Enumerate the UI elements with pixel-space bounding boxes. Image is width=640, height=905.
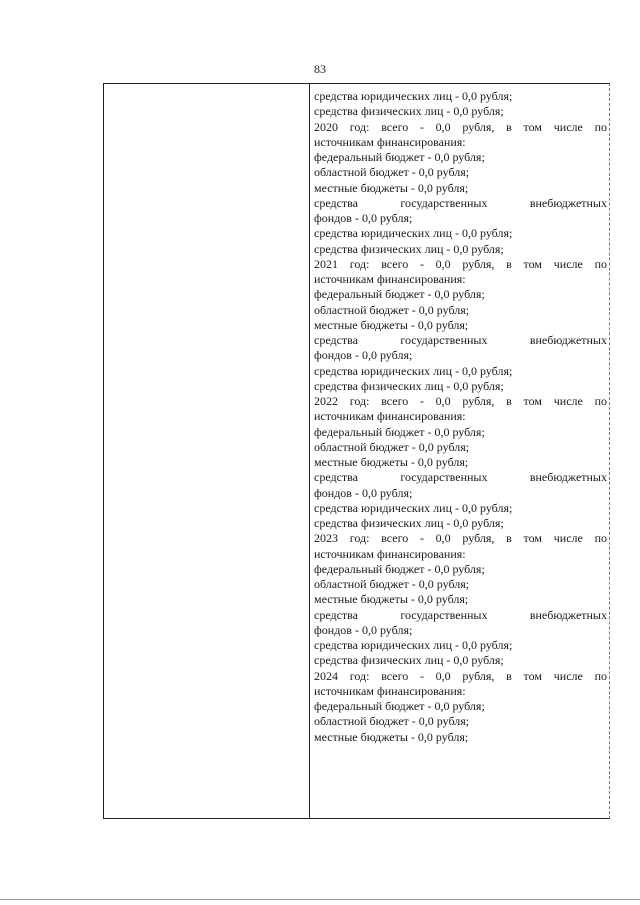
text-line: местные бюджеты - 0,0 рубля; xyxy=(314,729,469,744)
text-line: местные бюджеты - 0,0 рубля; xyxy=(314,180,469,195)
text-line: средства юридических лиц - 0,0 рубля; xyxy=(314,363,513,378)
text-line: средства физических лиц - 0,0 рубля; xyxy=(314,241,504,256)
text-line: областной бюджет - 0,0 рубля; xyxy=(314,577,470,591)
text-line: федеральный бюджет - 0,0 рубля; xyxy=(314,424,485,439)
footer-rule xyxy=(0,899,640,900)
text-line: средства государственных внебюджетных xyxy=(314,333,607,347)
text-line: 2022 год: всего - 0,0 рубля, в том числе по xyxy=(314,394,607,408)
text-line: источникам финансирования: xyxy=(314,134,466,149)
text-line: фондов - 0,0 рубля; xyxy=(314,348,413,363)
text-line: средства физических лиц - 0,0 рубля; xyxy=(314,104,504,119)
text-line: средства юридических лиц - 0,0 рубля; xyxy=(314,500,513,515)
text-line: областной бюджет - 0,0 рубля; xyxy=(314,714,470,729)
text-line: средства физических лиц - 0,0 рубля; xyxy=(314,516,504,530)
text-line: местные бюджеты - 0,0 рубля; xyxy=(314,592,469,607)
text-line: средства государственных внебюджетных xyxy=(314,470,607,485)
text-line: средства физических лиц - 0,0 рубля; xyxy=(314,378,504,393)
text-line: местные бюджеты - 0,0 рубля; xyxy=(314,317,469,332)
table-right-cell xyxy=(314,89,607,745)
text-line: областной бюджет - 0,0 рубля; xyxy=(314,439,470,454)
text-line: местные бюджеты - 0,0 рубля; xyxy=(314,455,469,469)
text-line: источникам финансирования: xyxy=(314,409,466,424)
text-line: средства физических лиц - 0,0 рубля; xyxy=(314,653,504,668)
table-left-cell xyxy=(104,84,310,818)
text-line: федеральный бюджет - 0,0 рубля; xyxy=(314,287,485,302)
text-line: источникам финансирования: xyxy=(314,546,466,561)
text-line: 2021 год: всего - 0,0 рубля, в том числе по xyxy=(314,256,607,271)
text-line: федеральный бюджет - 0,0 рубля; xyxy=(314,561,485,576)
text-line: фондов - 0,0 рубля; xyxy=(314,211,413,225)
text-line: фондов - 0,0 рубля; xyxy=(314,622,413,637)
page-number: 83 xyxy=(314,62,326,76)
text-line: федеральный бюджет - 0,0 рубля; xyxy=(314,699,485,713)
text-line: 2023 год: всего - 0,0 рубля, в том числе по xyxy=(314,531,607,546)
funding-table xyxy=(103,83,610,819)
text-line: средства государственных внебюджетных xyxy=(314,607,607,622)
text-line: источникам финансирования: xyxy=(314,683,466,698)
text-line: средства государственных внебюджетных xyxy=(314,195,607,210)
text-line: источникам финансирования: xyxy=(314,272,466,286)
text-line: средства юридических лиц - 0,0 рубля; xyxy=(314,89,513,103)
text-line: областной бюджет - 0,0 рубля; xyxy=(314,302,470,317)
text-line: средства юридических лиц - 0,0 рубля; xyxy=(314,638,513,652)
text-line: федеральный бюджет - 0,0 рубля; xyxy=(314,150,485,164)
text-line: областной бюджет - 0,0 рубля; xyxy=(314,165,470,180)
text-line: фондов - 0,0 рубля; xyxy=(314,485,413,500)
text-line: средства юридических лиц - 0,0 рубля; xyxy=(314,226,513,241)
text-line: 2020 год: всего - 0,0 рубля, в том числе по xyxy=(314,119,607,134)
text-line: 2024 год: всего - 0,0 рубля, в том числе по xyxy=(314,668,607,683)
